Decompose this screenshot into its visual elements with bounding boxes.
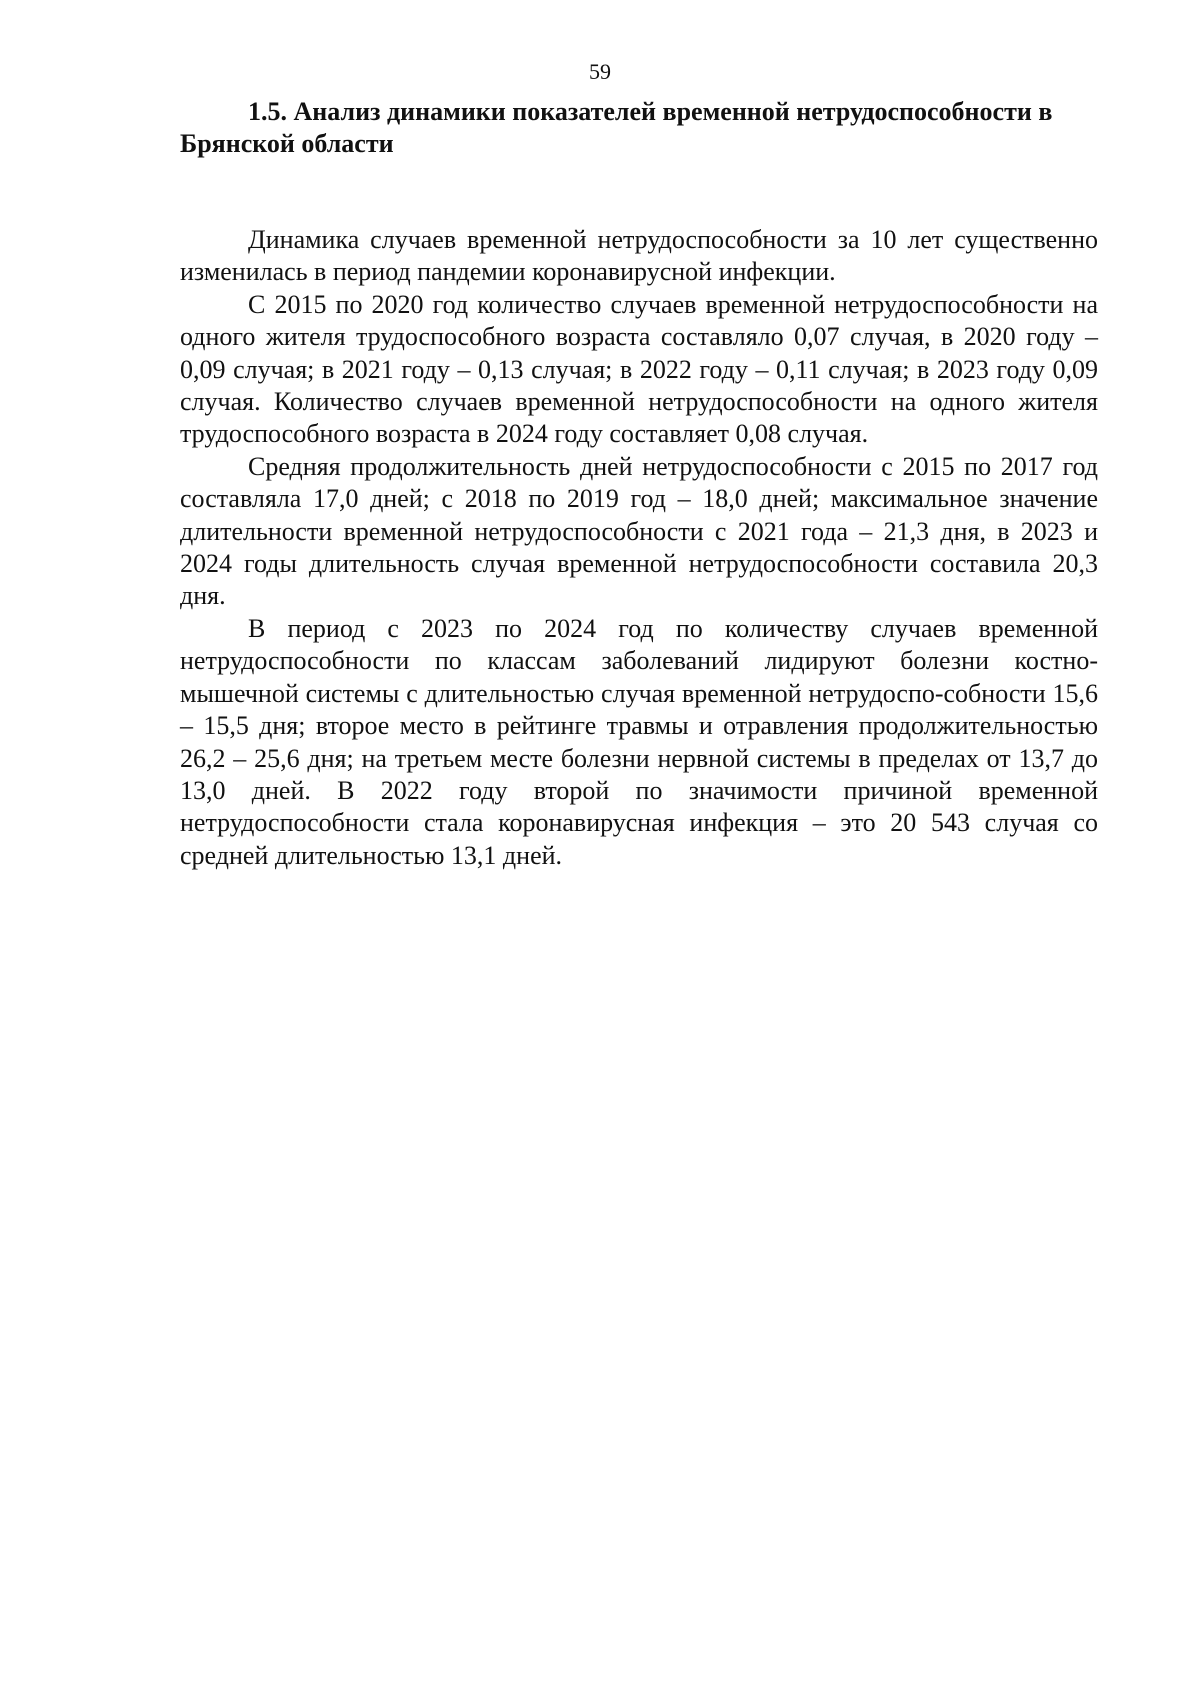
paragraph-disease-classes: В период с 2023 по 2024 год по количеству случаев временной нетрудоспособности по классам заболеваний лидируют болезни костно-мышечной системы с длительностью случая временной нетрудоспо-собности 15,6 – 15,5 дня; второе место в рейтинге травмы и отравления продолжительностью 26,2 – 25,6 дня; на третьем месте болезни нервной системы в пределах от 13,7 до 13,0 дней. В 2022 году второй по значимости причиной временной нетрудоспособности стала коронавирусная инфекция – это 20 543 случая со средней длительностью 13,1 дней. [180, 613, 1098, 870]
section-heading: 1.5. Анализ динамики показателей временной нетрудоспособности в Брянской области [180, 97, 1053, 158]
paragraph-cases-per-resident: С 2015 по 2020 год количество случаев временной нетрудоспособности на одного жителя трудоспособного возраста составляло 0,07 случая, в 2020 году – 0,09 случая; в 2021 году – 0,13 случая; в 2022 году – 0,11 случая; в 2023 году 0,09 случая. Количество случаев временной нетрудоспособности на одного жителя трудоспособного возраста в 2024 году составляет 0,08 случая. [180, 289, 1098, 449]
body-text [180, 224, 1098, 872]
paragraph-dynamics-intro: Динамика случаев временной нетрудоспособности за 10 лет существенно изменилась в период пандемии коронавирусной инфекции. [180, 225, 1098, 287]
document-content [180, 96, 1098, 872]
page-number: 59 [589, 59, 611, 84]
paragraph-average-duration: Средняя продолжительность дней нетрудоспособности с 2015 по 2017 год составляла 17,0 дней; с 2018 по 2019 год – 18,0 дней; максимальное значение длительности временной нетрудоспособности с 2021 года – 21,3 дня, в 2023 и 2024 годы длительность случая временной нетрудоспособности составила 20,3 дня. [180, 451, 1098, 611]
